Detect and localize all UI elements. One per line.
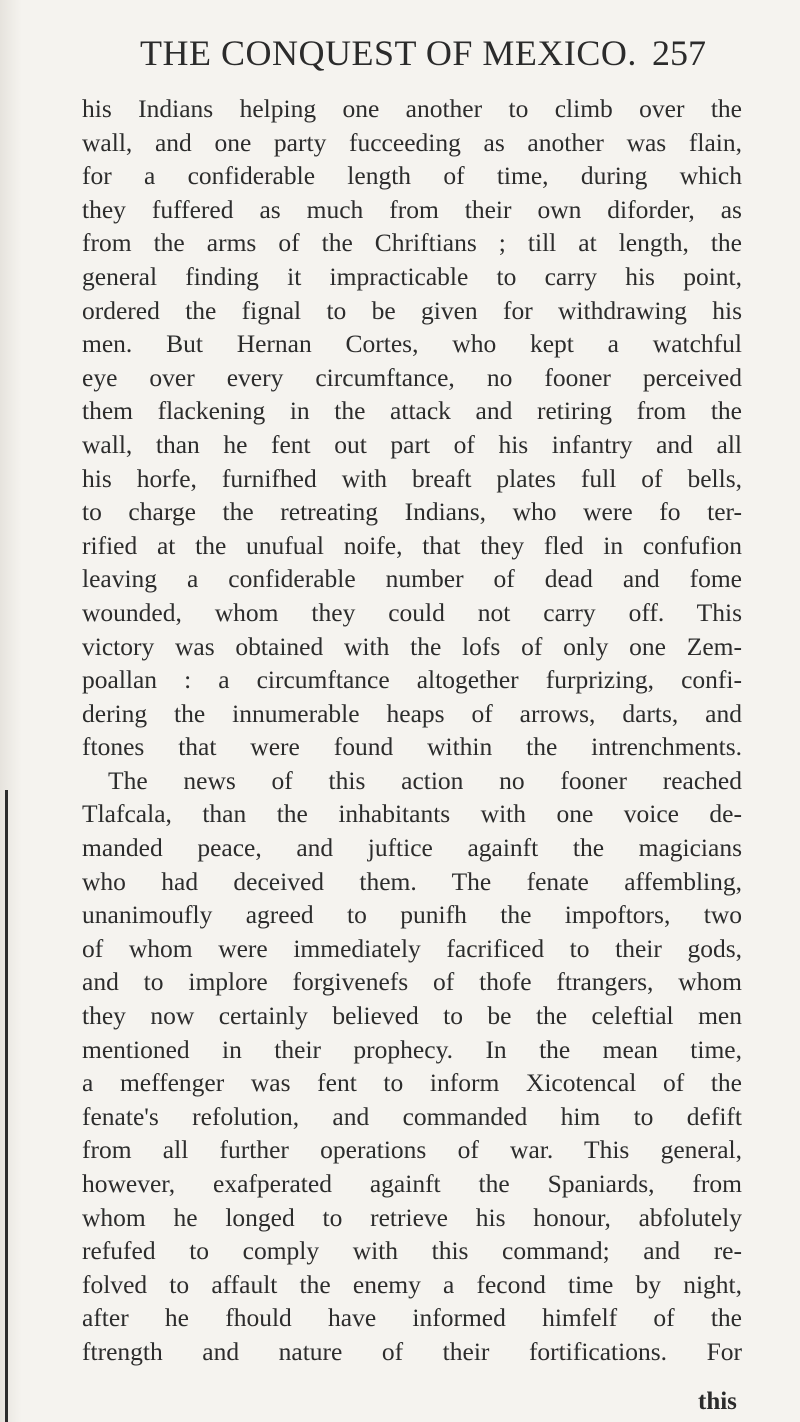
text-line: of whom were immediately facrificed to their gods, bbox=[82, 933, 742, 963]
text-line: his Indians helping one another to climb over the bbox=[82, 94, 742, 123]
page-gutter-shadow bbox=[0, 0, 22, 1422]
text-line: for a confiderable length of time, during which bbox=[82, 161, 742, 191]
text-line: mentioned in their prophecy. In the mean time, bbox=[82, 1034, 742, 1064]
text-line: ftrength and nature of their fortifications. For bbox=[82, 1336, 742, 1366]
text-line: leaving a confiderable number of dead and fome bbox=[82, 564, 742, 594]
text-line: The news of this action no fooner reached bbox=[108, 765, 742, 795]
margin-rule bbox=[5, 790, 8, 1422]
text-line: men. But Hernan Cortes, who kept a watchful bbox=[82, 329, 742, 359]
text-line: they now certainly believed to be the celeftial men bbox=[82, 1001, 742, 1031]
text-line: refufed to comply with this command; and re- bbox=[82, 1236, 742, 1266]
text-line: whom he longed to retrieve his honour, abfolutely bbox=[82, 1202, 742, 1232]
running-head-title: THE CONQUEST OF MEXICO. bbox=[140, 33, 637, 73]
text-line: wall, and one party fucceeding as another was flain, bbox=[82, 127, 742, 157]
text-line: a meffenger was fent to inform Xicotencal of the bbox=[82, 1068, 742, 1098]
text-line: after he fhould have informed himfelf of the bbox=[82, 1303, 742, 1333]
text-line: folved to affault the enemy a fecond time by night, bbox=[82, 1269, 742, 1299]
text-line: poallan : a circumftance altogether furprizing, confi- bbox=[82, 665, 742, 695]
body-text bbox=[82, 92, 742, 1369]
text-line: unanimoufly agreed to punifh the impoftors, two bbox=[82, 900, 742, 930]
text-line: fenate's refolution, and commanded him to defift bbox=[82, 1101, 742, 1131]
text-line: them flackening in the attack and retiring from the bbox=[82, 396, 742, 426]
text-line: manded peace, and juftice againft the magicians bbox=[82, 833, 742, 863]
text-line: rified at the unufual noife, that they fled in confufion bbox=[82, 530, 742, 560]
text-line: dering the innumerable heaps of arrows, darts, and bbox=[82, 698, 742, 728]
text-line: and to implore forgivenefs of thofe ftrangers, whom bbox=[82, 967, 742, 997]
text-line: his horfe, furnifhed with breaft plates full of bells, bbox=[82, 463, 742, 493]
text-line: from all further operations of war. This general, bbox=[82, 1135, 742, 1165]
text-line: wall, than he fent out part of his infantry and all bbox=[82, 429, 742, 459]
text-line: general finding it impracticable to carry his point, bbox=[82, 261, 742, 291]
text-line: who had deceived them. The fenate affembling, bbox=[82, 866, 742, 896]
page-number: 257 bbox=[652, 33, 706, 73]
text-line: eye over every circumftance, no fooner perceived bbox=[82, 362, 742, 392]
text-line: to charge the retreating Indians, who were fo ter- bbox=[82, 497, 742, 527]
text-line: wounded, whom they could not carry off. This bbox=[82, 597, 742, 627]
text-line: ordered the fignal to be given for withdrawing his bbox=[82, 295, 742, 325]
text-line: victory was obtained with the lofs of only one Zem- bbox=[82, 631, 742, 661]
text-line: from the arms of the Chriftians ; till at length, the bbox=[82, 228, 742, 258]
text-line: however, exafperated againft the Spaniards, from bbox=[82, 1169, 742, 1198]
catchword: this bbox=[698, 1388, 737, 1415]
text-line: Tlafcala, than the inhabitants with one voice de- bbox=[82, 799, 742, 829]
text-line: they fuffered as much from their own diforder, as bbox=[82, 194, 742, 224]
text-line: ftones that were found within the intrenchments. bbox=[82, 732, 742, 762]
